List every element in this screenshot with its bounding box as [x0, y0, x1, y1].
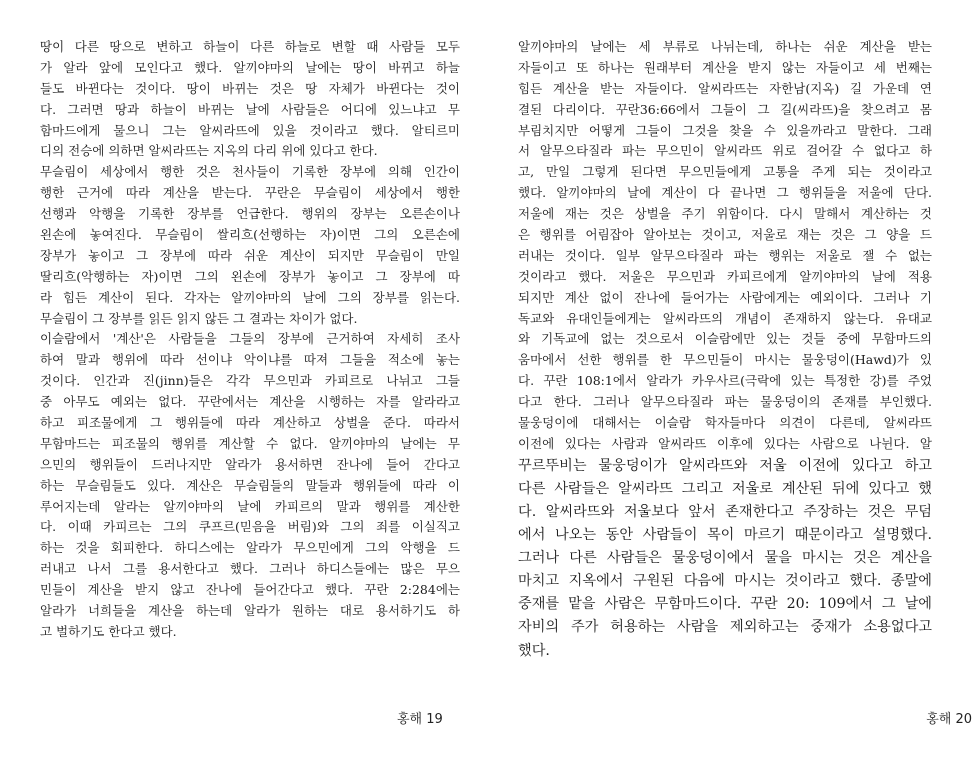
right-page-footer: 홍해 20 — [926, 712, 972, 727]
text-line: 하는 것을 회피한다. 하디스에는 알라가 무으민에게 그의 악행을 드 — [40, 540, 460, 556]
text-line: 루어지는데 알라는 알끼야마의 날에 카피르의 말과 행위를 계산한 — [40, 498, 460, 514]
text-line: 알끼야마의 날에는 세 부류로 나뉘는데, 하나는 쉬운 계산을 받는 — [518, 39, 932, 54]
text-line: 은 행위를 어림잡아 알아보는 것이고, 저울로 재는 것은 그 양을 드 — [518, 227, 932, 243]
text-line: 다른 사람들은 알씨라뜨 그리고 저울로 계산된 뒤에 있다고 했 — [518, 480, 932, 497]
text-line: 다고 한다. 그러나 알무으타질라 파는 물웅덩이의 존재를 부인했다. — [518, 394, 932, 410]
text-line: 다. 알씨라뜨와 저울보다 앞서 존재한다고 주장하는 것은 무덤 — [518, 504, 932, 520]
text-line: 들도 바뀐다는 것이다. 땅이 바뀌는 것은 땅 자체가 바뀐다는 것이 — [40, 80, 460, 96]
text-line: 것이다. 인간과 진(jinn)들은 각각 무으민과 카피르로 나뉘고 그들 — [40, 373, 460, 389]
text-line: 중 아무도 예외는 없다. 꾸란에서는 계산을 시행하는 자를 알라라고 — [40, 394, 460, 410]
text-line: 그러나 다른 사람들은 물웅덩이에서 물을 마시는 것은 계산을 — [518, 550, 932, 567]
text-line: 고 벌하기도 한다고 했다. — [40, 623, 177, 639]
text-line: 무함마드는 피조물의 행위를 계산할 수 없다. 알끼야마의 날에는 무 — [40, 435, 460, 451]
text-line: 저울에 재는 것은 상벌을 주기 위함이다. 다시 말해서 계산하는 것 — [518, 206, 932, 222]
text-line: 땅이 다른 땅으로 변하고 하늘이 다른 하늘로 변할 때 사람들 모두 — [40, 39, 460, 54]
right-page — [490, 0, 980, 759]
text-line: 하는 무슬림들도 있다. 계산은 무슬림들의 말들과 행위들에 따라 이 — [40, 477, 460, 493]
text-line: 힘든 계산을 받는 자들이다. 알씨라뜨는 자한남(지옥) 길 가운데 연 — [518, 80, 932, 96]
text-line: 자비의 주가 허용하는 사람을 제외하고는 중재가 소용없다고 — [518, 619, 932, 636]
text-line: 마치고 지옥에서 구원된 다음에 마시는 것이라고 했다. 종말에 — [518, 573, 932, 590]
text-line: 꾸르뚜비는 물웅덩이가 알씨라뜨와 저울 이전에 있다고 하고 — [518, 457, 932, 474]
text-line: 러내고 나서 그를 용서한다고 했다. 그러나 하디스들에는 많은 무으 — [40, 561, 460, 577]
text-line: 라 힘든 계산이 된다. 각자는 알끼야마의 날에 그의 장부를 읽는다. — [40, 289, 460, 305]
text-line: 무슬림이 세상에서 행한 것은 천사들이 기록한 장부에 의해 인간이 — [40, 164, 460, 180]
text-line: 부림치지만 어떻게 그들이 그것을 찾을 수 있을까라고 말한다. 그래 — [518, 122, 932, 138]
text-line: 무슬림이 그 장부를 읽든 읽지 않든 그 결과는 차이가 없다. — [40, 310, 358, 326]
text-line: 다. 이때 카피르는 그의 쿠프르(믿음을 버림)와 그의 죄를 이실직고 — [40, 519, 460, 535]
text-line: 딸리흐(악행하는 자)이면 그의 왼손에 장부가 놓이고 그 장부에 따 — [40, 268, 460, 284]
text-line: 민들이 계산을 받지 않고 잔나에 들어간다고 했다. 꾸란 2:284에는 — [40, 582, 460, 598]
text-line: 되지만 계산 없이 잔나에 들어가는 사람에게는 예외이다. 그러나 기 — [518, 289, 932, 305]
text-line: 선행과 악행을 기록한 장부를 언급한다. 행위의 장부는 오른손이나 — [40, 206, 460, 222]
text-line: 와 기독교에 없는 것으로서 이슬람에만 있는 것들 중에 무함마드의 — [518, 331, 932, 347]
text-line: 물웅덩이에 대해서는 이슬람 학자들마다 의견이 다른데, 알씨라뜨 — [518, 415, 932, 431]
text-line: 하고 피조물에게 그 행위들에 따라 계산하고 상벌을 준다. 따라서 — [40, 415, 460, 431]
text-line: 행한 근거에 따라 계산을 받는다. 꾸란은 무슬림이 세상에서 행한 — [40, 185, 460, 201]
text-line: 디의 전승에 의하면 알씨라뜨는 지옥의 다리 위에 있다고 한다. — [40, 143, 378, 159]
text-line: 하여 말과 행위에 따라 선이냐 악이냐를 따져 그들을 적소에 놓는 — [40, 352, 460, 368]
text-line: 결된 다리이다. 꾸란36:66에서 그들이 그 길(씨라뜨)을 찾으려고 몸 — [518, 101, 932, 117]
text-line: 러내는 것이다. 일부 알무으타질라 파는 행위는 저울로 잴 수 없는 — [518, 247, 932, 263]
text-line: 중재를 맡을 사람은 무함마드이다. 꾸란 20: 109에서 그 날에 — [518, 596, 932, 613]
text-line: 함마드에게 물으니 그는 알씨라뜨에 있을 것이라고 했다. 알티르미 — [40, 122, 460, 138]
text-line: 장부가 놓이고 그 장부에 따라 쉬운 계산이 되지만 무슬림이 만일 — [40, 247, 460, 263]
text-line: 으민의 행위들이 드러나지만 알라가 용서하면 잔나에 들어 간다고 — [40, 456, 460, 472]
text-line: 가 알라 앞에 모인다고 했다. 알끼야마의 날에는 땅이 바뀌고 하늘 — [40, 59, 460, 75]
left-page-footer: 홍해 19 — [397, 712, 443, 727]
text-line: 알라가 너희들을 계산을 하는데 알라가 원하는 대로 용서하기도 하 — [40, 603, 460, 619]
text-line: 했다. — [518, 642, 550, 659]
text-line: 에서 나오는 동안 사람들이 목이 마르기 때문이라고 설명했다. — [518, 527, 932, 544]
left-page-body — [40, 37, 460, 643]
text-line: 서 알무으타질라 파는 무으민이 알씨라뜨 위로 걸어갈 수 없다고 하 — [518, 143, 932, 159]
text-line: 이슬람에서 '계산'은 사람들을 그들의 장부에 근거하여 자세히 조사 — [40, 331, 460, 347]
right-page-body — [518, 37, 932, 663]
text-line: 자들이고 또 하나는 원래부터 계산을 받지 않는 자들이고 세 번째는 — [518, 59, 932, 75]
text-line: 것이라고 했다. 저울은 무으민과 카피르에게 알끼야마의 날에 적용 — [518, 268, 932, 284]
text-line: 했다. 알끼야마의 날에 계산이 다 끝나면 그 행위들을 저울에 단다. — [518, 185, 932, 201]
text-line: 움마에서 선한 행위를 한 무으민들이 마시는 물웅덩이(Hawd)가 있 — [518, 352, 932, 368]
text-line: 이전에 있다는 사람과 알씨라뜨 이후에 있다는 사람으로 나뉜다. 알 — [518, 435, 932, 451]
text-line: 독교와 유대인들에게는 알씨라뜨의 개념이 존재하지 않는다. 유대교 — [518, 310, 932, 326]
text-line: 고, 만일 그렇게 된다면 무으민들에게 고통을 주게 되는 것이라고 — [518, 164, 932, 180]
text-line: 왼손에 놓여진다. 무슬림이 쌀리흐(선행하는 자)이면 그의 오른손에 — [40, 227, 460, 243]
text-line: 다. 그러면 땅과 하늘이 바뀌는 날에 사람들은 어디에 있느냐고 무 — [40, 101, 460, 117]
text-line: 다. 꾸란 108:1에서 알라가 카우사르(극락에 있는 특정한 강)를 주었 — [518, 373, 932, 389]
